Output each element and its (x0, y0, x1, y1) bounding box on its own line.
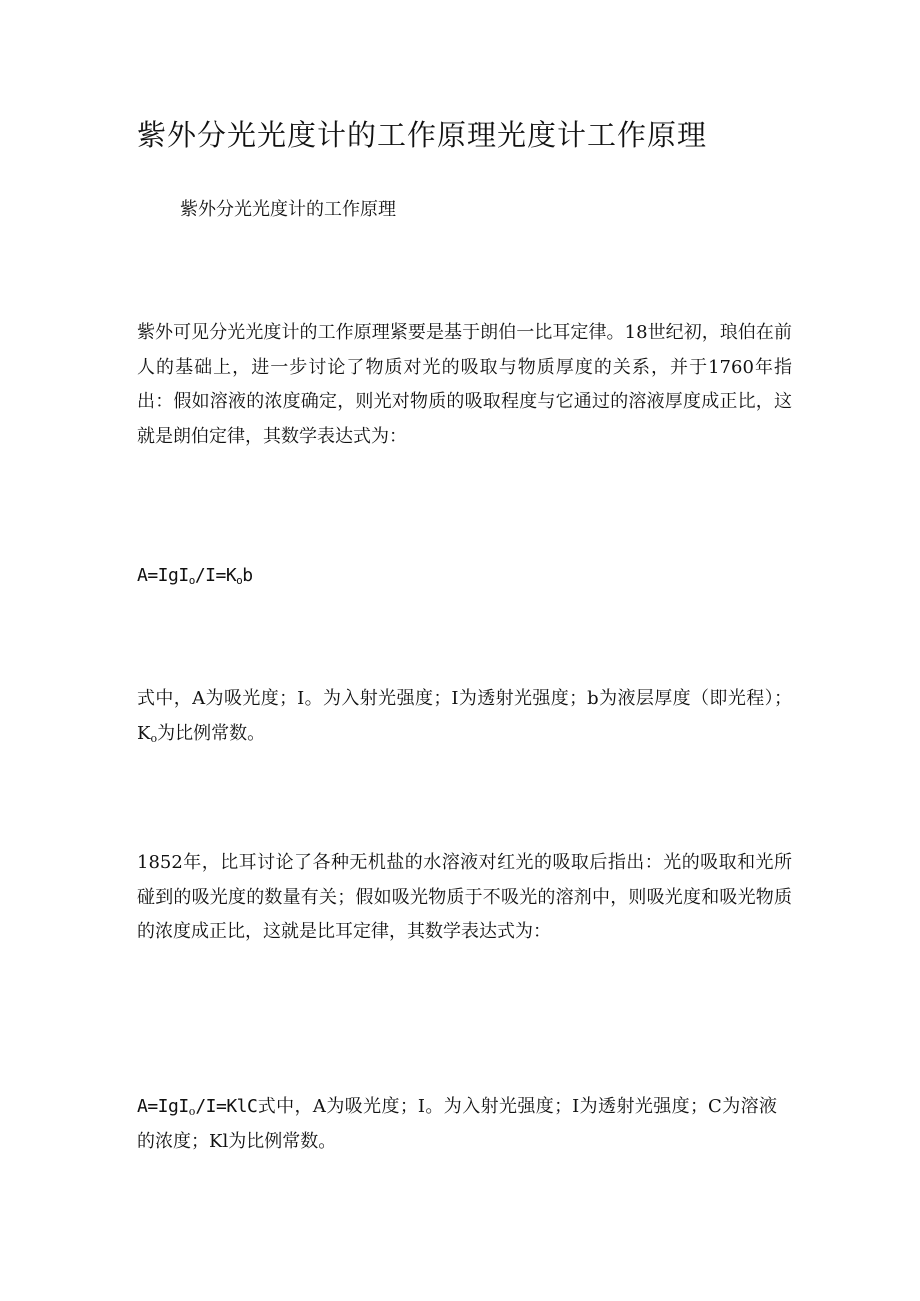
beer-legend-text: 式中，A为吸光度；I。为入射光强度；I为透射光强度；C为溶液的浓度；Kl为比例常数。 (137, 1096, 777, 1152)
formula-lambert (137, 560, 253, 592)
formula-lambert-subscript-k: o (236, 574, 243, 587)
lambert-legend-text: 式中，A为吸光度；I。为入射光强度；I为透射光强度；b为液层厚度（即光程）；K (137, 688, 792, 744)
lambert-legend-text-end: 为比例常数。 (157, 722, 266, 744)
formula-beer-subscript: o (188, 1105, 196, 1118)
formula-lambert-subscript: o (188, 574, 195, 587)
document-title: 紫外分光光度计的工作原理光度计工作原理 (137, 118, 708, 152)
lambert-legend-subscript: o (150, 731, 158, 745)
document-subtitle: 紫外分光光度计的工作原理 (180, 199, 396, 220)
formula-lambert-part1: A=IgI (137, 565, 189, 586)
paragraph-beer-intro: 1852年，比耳讨论了各种无机盐的水溶液对红光的吸取后指出：光的吸取和光所碰到的吸光度的数量有关；假如吸光物质于不吸光的溶剂中，则吸光度和吸光物质的浓度成正比，这就是比耳定律，其数学表达式为： (137, 852, 792, 942)
formula-lambert-part2: /I=K (194, 565, 237, 586)
formula-lambert-part3: b (242, 565, 253, 586)
paragraph-lambert-legend (137, 682, 792, 751)
formula-beer-part1: A=IgI (137, 1096, 189, 1117)
formula-beer-part2: /I=KlC (195, 1096, 258, 1117)
paragraph-lambert-intro: 紫外可见分光光度计的工作原理紧要是基于朗伯一比耳定律。18世纪初，琅伯在前人的基础上，进一步讨论了物质对光的吸取与物质厚度的关系，并于1760年指出：假如溶液的浓度确定，则光对物质的吸取程度与它通过的溶液厚度成正比，这就是朗伯定律，其数学表达式为： (137, 322, 792, 447)
paragraph-beer-formula (137, 1090, 777, 1159)
